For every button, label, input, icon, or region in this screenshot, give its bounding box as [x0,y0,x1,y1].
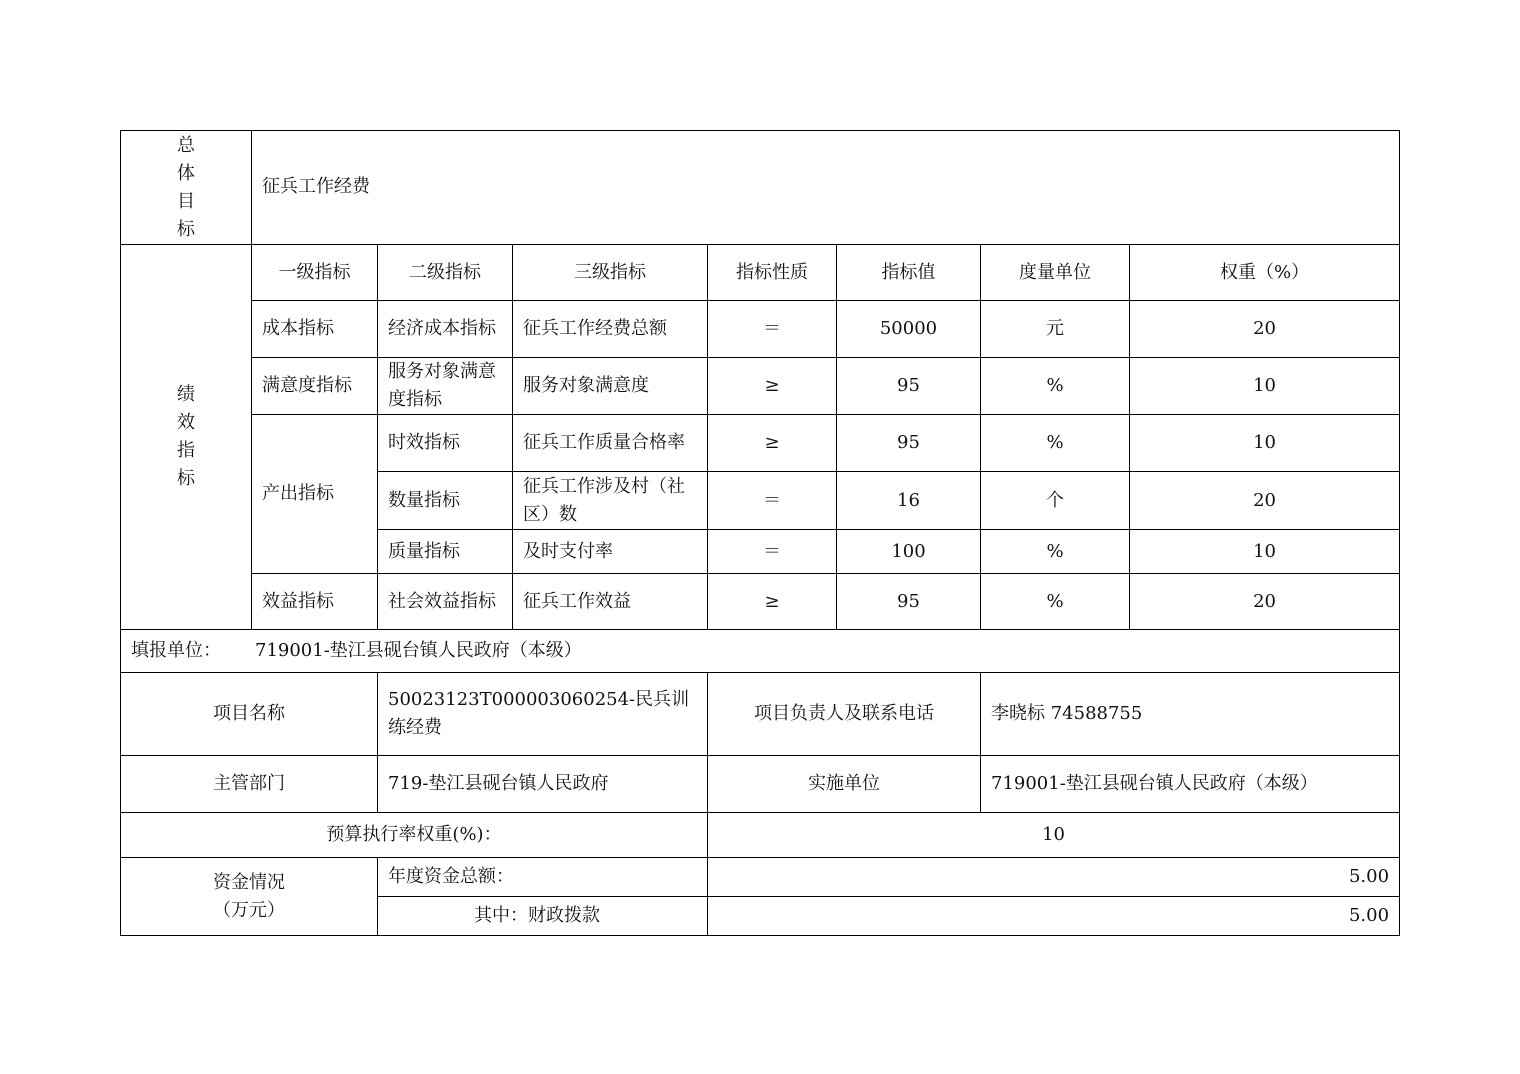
total-funds-value: 5.00 [708,858,1400,897]
performance-label [121,245,252,630]
weight-cell: 20 [1130,301,1400,358]
nature-cell: ＝ [708,301,837,358]
value-cell: 16 [837,472,981,530]
funds-label-line2: （万元） [213,899,285,921]
header-level2: 二级指标 [378,245,513,301]
table-row [121,301,1400,358]
fiscal-funds-value: 5.00 [708,897,1400,936]
level2-cell: 质量指标 [378,530,513,574]
unit-cell: % [981,415,1130,472]
unit-cell: 个 [981,472,1130,530]
level3-cell: 征兵工作经费总额 [513,301,708,358]
header-weight: 权重（%） [1130,245,1400,301]
value-cell: 95 [837,358,981,415]
nature-cell: ≥ [708,415,837,472]
table-row [121,358,1400,415]
header-value: 指标值 [837,245,981,301]
value-cell: 95 [837,415,981,472]
nature-cell: ＝ [708,472,837,530]
project-info-table [120,629,1400,936]
performance-label-char: 绩 [177,384,195,405]
nature-cell: ≥ [708,574,837,630]
dept-value: 719-垫江县砚台镇人民政府 [378,756,708,813]
contact-label: 项目负责人及联系电话 [708,673,981,756]
header-level3: 三级指标 [513,245,708,301]
project-name-label: 项目名称 [121,673,378,756]
weight-cell: 10 [1130,530,1400,574]
unit-cell: 元 [981,301,1130,358]
performance-label-char: 指 [177,440,195,461]
funds-label [121,858,378,936]
nature-cell: ≥ [708,358,837,415]
level2-cell: 经济成本指标 [378,301,513,358]
impl-value: 719001-垫江县砚台镇人民政府（本级） [981,756,1400,813]
weight-cell: 20 [1130,472,1400,530]
level3-cell: 服务对象满意度 [513,358,708,415]
budget-rate-label: 预算执行率权重(%)： [121,813,708,858]
level2-cell: 时效指标 [378,415,513,472]
goal-label-char: 标 [177,218,195,240]
goal-label-char: 体 [177,162,195,184]
table-row [121,574,1400,630]
weight-cell: 10 [1130,415,1400,472]
project-name-value: 50023123T000003060254-民兵训练经费 [378,673,708,756]
filler-label: 填报单位： [131,640,221,661]
performance-label-char: 效 [177,412,195,433]
performance-label-char: 标 [177,468,195,489]
table-row [121,415,1400,472]
value-cell: 100 [837,530,981,574]
level2-cell: 服务对象满意度指标 [378,358,513,415]
goal-label-char: 目 [177,190,195,212]
header-nature: 指标性质 [708,245,837,301]
value-cell: 50000 [837,301,981,358]
header-level1: 一级指标 [252,245,378,301]
goal-label [121,131,252,245]
weight-cell: 20 [1130,574,1400,630]
fiscal-funds-label: 其中：财政拨款 [378,897,708,936]
dept-label: 主管部门 [121,756,378,813]
level1-cell: 成本指标 [252,301,378,358]
total-funds-label: 年度资金总额： [378,858,708,897]
goal-label-char: 总 [177,134,195,156]
level3-cell: 征兵工作效益 [513,574,708,630]
level3-cell: 及时支付率 [513,530,708,574]
header-unit: 度量单位 [981,245,1130,301]
nature-cell: ＝ [708,530,837,574]
unit-cell: % [981,530,1130,574]
goal-content: 征兵工作经费 [252,131,1400,245]
level2-cell: 社会效益指标 [378,574,513,630]
funds-label-line1: 资金情况 [213,871,285,893]
unit-cell: % [981,574,1130,630]
level1-cell: 产出指标 [252,415,378,574]
performance-table [120,130,1400,630]
filler-value: 719001-垫江县砚台镇人民政府（本级） [255,640,582,661]
budget-rate-value: 10 [708,813,1400,858]
level2-cell: 数量指标 [378,472,513,530]
level3-cell: 征兵工作涉及村（社区）数 [513,472,708,530]
impl-label: 实施单位 [708,756,981,813]
level1-cell: 满意度指标 [252,358,378,415]
unit-cell: % [981,358,1130,415]
filler-row [121,630,1400,673]
level1-cell: 效益指标 [252,574,378,630]
weight-cell: 10 [1130,358,1400,415]
level3-cell: 征兵工作质量合格率 [513,415,708,472]
value-cell: 95 [837,574,981,630]
contact-value: 李晓标 74588755 [981,673,1400,756]
